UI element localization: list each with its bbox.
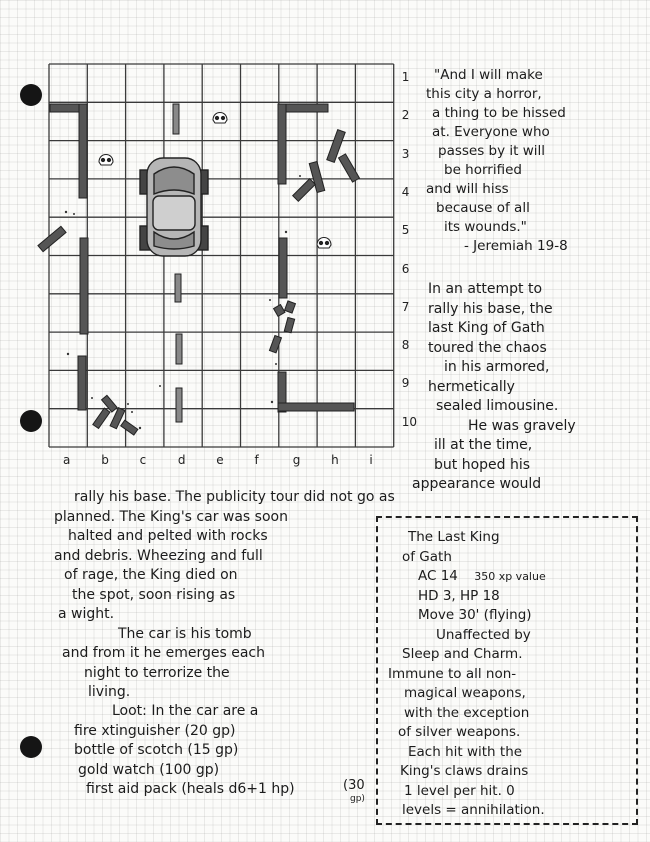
skull-3 [317, 238, 331, 249]
statblock-ac-row [418, 567, 546, 587]
intro-line: toured the chaos [428, 339, 547, 356]
jeremiah-quote [428, 66, 568, 256]
map-column-label: i [369, 453, 373, 467]
statblock-line: with the exception [404, 704, 530, 721]
intro-line: sealed limousine. [436, 398, 559, 414]
quote-line: and will hiss [426, 181, 509, 197]
intro-line: hermetically [428, 378, 515, 395]
road-stripe-4 [176, 388, 182, 422]
story-line: planned. The King's car was soon [54, 508, 288, 525]
map-column-label: c [139, 453, 147, 467]
story-line: and from it he emerges each [62, 645, 265, 661]
map-column-label: g [292, 453, 301, 467]
statblock-line: King's claws drains [400, 763, 529, 779]
statblock-ac: AC 14 [418, 568, 458, 584]
skull-2 [99, 155, 113, 166]
story-line: and debris. Wheezing and full [54, 547, 263, 564]
intro-line: He was gravely [468, 417, 576, 434]
map-row-label: 3 [401, 146, 410, 161]
statblock-line: Unaffected by [436, 626, 531, 643]
story-line: night to terrorize the [84, 664, 230, 681]
map-row-label: 5 [401, 223, 410, 238]
statblock-line: magical weapons, [404, 685, 526, 701]
wall-north-west-side [79, 104, 87, 198]
statblock-line: Sleep and Charm. [402, 646, 523, 662]
story-line: halted and pelted with rocks [68, 528, 268, 544]
road-stripe-icon [173, 104, 182, 422]
wall-east-middle [279, 238, 287, 298]
skull-icon [99, 113, 331, 249]
statblock-line: of silver weapons. [398, 724, 521, 740]
rubble-5 [38, 226, 66, 251]
intro-line: In an attempt to [428, 281, 543, 297]
rubble-8 [284, 317, 294, 332]
loot-last-value-number: (30 [343, 778, 365, 793]
wall-west-middle [80, 238, 88, 334]
map-row-label: 8 [401, 338, 410, 353]
loot-heading: Loot: In the car are a [112, 703, 259, 719]
loot-list [74, 702, 295, 800]
intro-line: but hoped his [434, 456, 531, 473]
rubble-6 [285, 301, 296, 313]
statblock-move: Move 30' (flying) [418, 607, 532, 623]
rubble-13 [121, 420, 138, 435]
map-row-label: 6 [401, 261, 410, 276]
statblock-xp: 350 xp value [474, 570, 546, 583]
map-column-label: e [216, 453, 224, 467]
map-column-label: d [177, 453, 186, 467]
statblock-line: Each hit with the [408, 743, 523, 760]
story-line: The car is his tomb [118, 625, 252, 642]
loot-last-value [343, 778, 365, 793]
quote-line: passes by it will [438, 143, 546, 159]
intro-line: appearance would [412, 476, 542, 492]
road-stripe-2 [175, 274, 181, 302]
story-line: a wight. [58, 606, 115, 622]
loot-item: fire xtinguisher (20 gp) [74, 722, 236, 739]
statblock-title: The Last King [408, 529, 500, 545]
quote-line: because of all [436, 200, 530, 216]
skull-1 [213, 113, 227, 124]
quote-line: a thing to be hissed [432, 105, 566, 121]
intro-line: rally his base, the [428, 300, 553, 317]
wall-north-east-side [278, 104, 286, 184]
quote-line: at. Everyone who [432, 124, 550, 140]
statblock-title-2: of Gath [402, 548, 452, 565]
wall-west-south [78, 356, 86, 410]
map-column-label: b [101, 453, 109, 467]
map-row-label: 7 [401, 299, 410, 314]
quote-attribution: - Jeremiah 19-8 [464, 238, 568, 254]
quote-line: its wounds." [444, 219, 527, 235]
story-line: of rage, the King died on [64, 567, 238, 583]
statblock-line: 1 level per hit. 0 [404, 782, 515, 799]
statblock-hd-hp: HD 3, HP 18 [418, 587, 500, 604]
loot-item: first aid pack (heals d6+1 hp) [86, 781, 295, 797]
road-stripe-1 [173, 104, 179, 134]
intro-paragraph [412, 280, 576, 495]
map-column-label: a [63, 453, 71, 467]
intro-line: in his armored, [444, 359, 550, 375]
map-row-label: 1 [401, 70, 410, 84]
intro-line: last King of Gath [428, 320, 545, 336]
rubble-2 [339, 154, 360, 182]
map-column-label: f [254, 453, 259, 467]
statblock-text [388, 528, 546, 821]
road-stripe-3 [176, 334, 182, 364]
loot-item: bottle of scotch (15 gp) [74, 742, 239, 758]
rubble-7 [274, 305, 285, 317]
map-row-label: 9 [401, 376, 410, 391]
loot-last-value-unit [350, 794, 365, 804]
quote-line: this city a horror, [426, 86, 542, 102]
map-row-label: 10 [401, 414, 417, 429]
rubble-9 [269, 335, 281, 352]
loot-item: gold watch (100 gp) [78, 761, 220, 778]
story-line: rally his base. The publicity tour did not go as [74, 489, 395, 505]
story-line: the spot, soon rising as [72, 586, 236, 603]
wall-south-east-bottom [278, 403, 354, 411]
map-row-label: 4 [401, 184, 410, 199]
armored-limousine-icon [140, 158, 208, 256]
quote-line: be horrified [444, 162, 522, 178]
rubble-11 [93, 408, 110, 428]
map-column-label: h [331, 453, 339, 467]
intro-line: ill at the time, [434, 437, 533, 453]
statblock-line: levels = annihilation. [402, 802, 545, 818]
rubble-4 [293, 179, 316, 202]
story-paragraph [54, 488, 395, 703]
story-line: living. [88, 684, 131, 700]
statblock-line: Immune to all non- [388, 665, 517, 682]
map-row-label: 2 [401, 108, 410, 123]
loot-last-unit: gp) [350, 794, 365, 804]
quote-line: "And I will make [434, 67, 543, 83]
